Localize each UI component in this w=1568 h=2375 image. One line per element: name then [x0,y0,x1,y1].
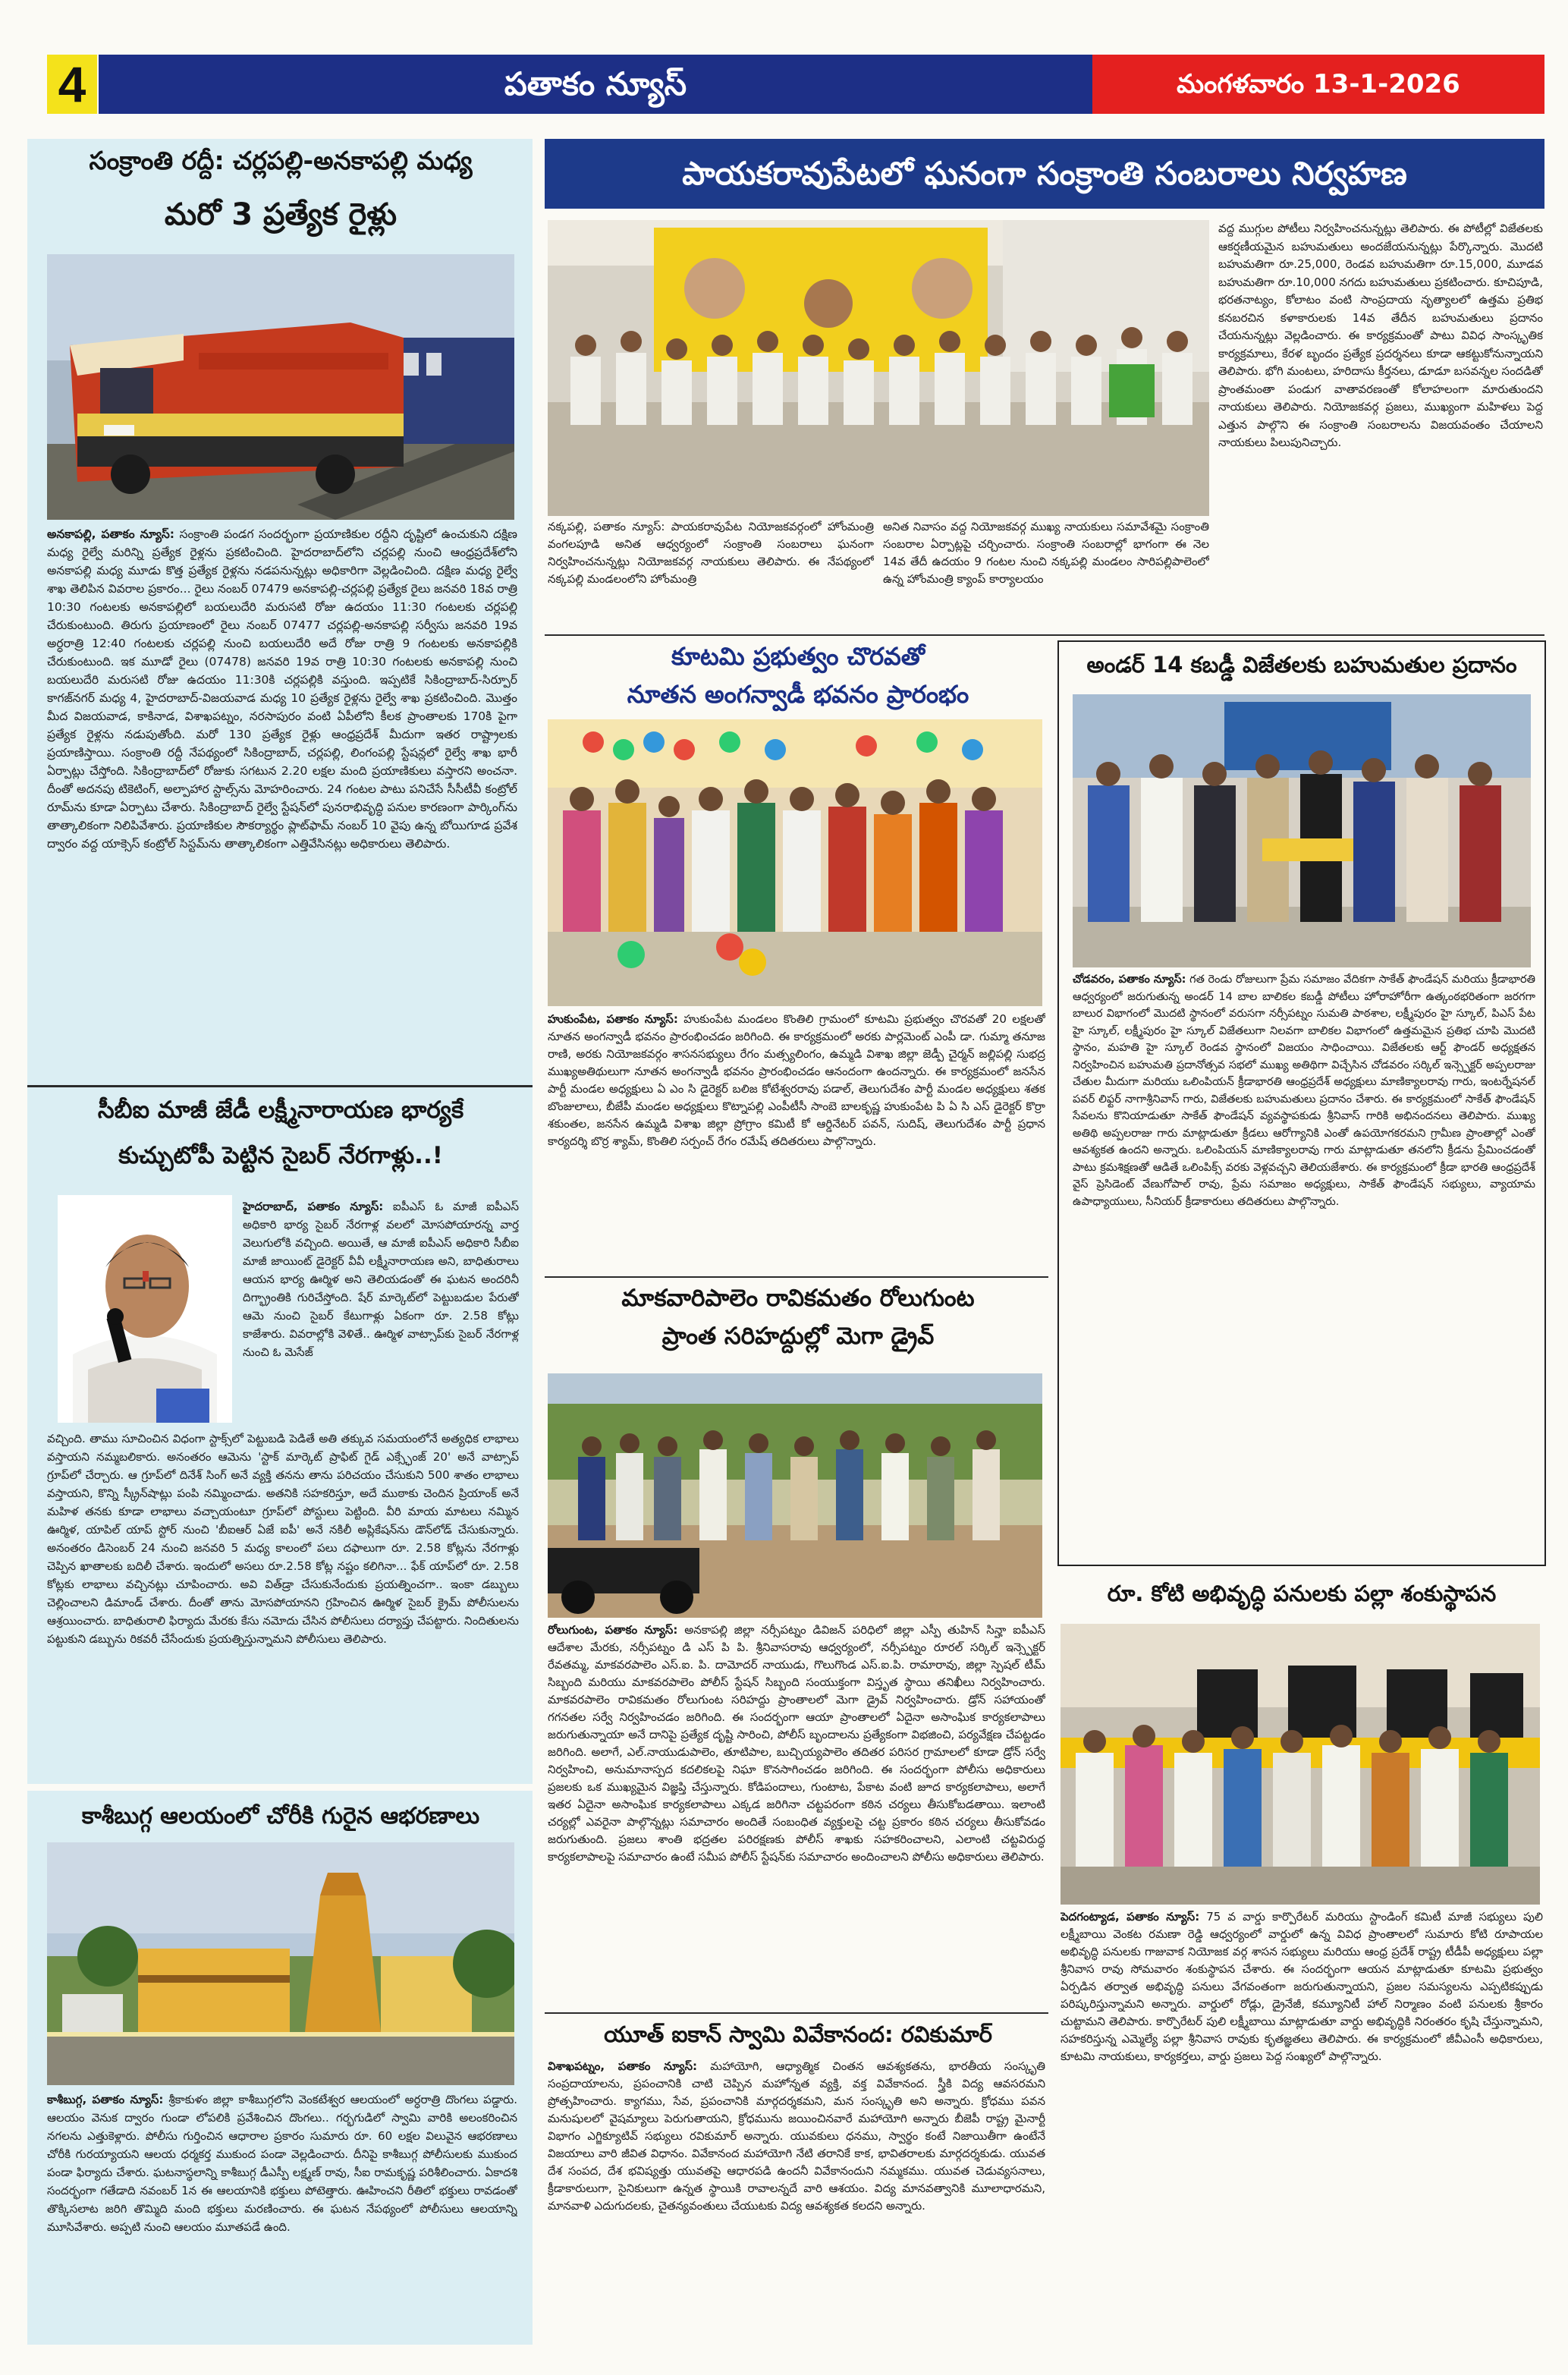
youth-dateline: విశాఖపట్నం, పతాకం న్యూస్: [548,2059,698,2073]
temple-headline: కాశీబుగ్గ ఆలయంలో చోరీకి గురైన ఆభరణాలు [81,1803,480,1829]
youth-headline: యూత్ ఐకాన్ స్వామి వివేకానంద: రవికుమార్ [604,2021,992,2047]
sankranti-divider [545,634,1544,636]
cyber-body-full: వచ్చింది. తాము సూచించిన విధంగా స్టాక్స్‌లో పెట్టుబడి పెడితే అతి తక్కువ సమయంలోనే అత్యధిక లాభాలు వస్తాయని నమ్మబలికారు. అనంతరం ఆమెను 'స్టాక్ మార్కెట్ ప్రాఫిట్ గైడ్ ఎక్స్ఛేంజ్ 20' అనే వాట్సాప్ గ్రూప్‌లో చేర్చారు. ఆ గ్రూప్‌లో దినేశ్ సింగ్ అనే వ్యక్తి తనను తాను పరిచయం చేసుకుని 500 శాతం లాభాలు వస్తాయని, కొన్ని స్క్రీన్‌షాట్లు పంపి నమ్మించాడు. అతనికి సహకరిస్తూ, అదే ముఠాకు చెందిన ప్రియాంక్ అనే మహిళ తనకు కూడా లాభాలు వచ్చాయంటూ గ్రూప్‌లో పోస్టులు పెట్టింది. వీరి మాయ మాటలు నమ్మిన ఊర్మిళ, యాపిల్ యాప్ స్టోర్ నుంచి 'బీఐఆర్ ఏజే ఐపీ' అనే నకిలీ అప్లికేషన్‌ను డౌన్‌లోడ్ చేసుకున్నారు. అనంతరం డిసెంబర్ 24 నుంచి జనవరి 5 మధ్య కాలంలో పలు దఫాలుగా రూ. 2.58 కోట్లను నేరగాళ్లు చెప్పిన ఖాతాలకు బదిలీ చేశారు. ఇందులో అసలు రూ.2.58 కోట్ల నష్టం కలిగినా... ఫేక్ యాప్‌లో రూ. 2.58 కోట్లకు లాభాలు వచ్చినట్లు చూపించారు. అవి విత్‌డ్రా చేసుకునేందుకు ప్రయత్నించగా.. ఇంకా డబ్బులు చెల్లించాలని డిమాండ్ చేశారు. దీంతో తాను మోసపోయానని గ్రహించిన ఊర్మిళ సైబర్ క్రైమ్ పోలీసులను ఆశ్రయించారు. బాధితురాలి ఫిర్యాదు మేరకు కేసు నమోదు చేసిన పోలీసులు దర్యాప్తు చేపట్టారు. నిందితులను పట్టుకుని డబ్బును రికవరీ చేసేందుకు ప్రయత్నిస్తున్నామని పోలీసులు తెలిపారు. [47,1432,519,1646]
temple-dateline: కాశీబుగ్గ, పతాకం న్యూస్: [47,2093,164,2106]
kabaddi-dateline: చోడవరం, పతాకం న్యూస్: [1073,974,1186,986]
kabaddi-headline: అండర్ 14 కబడ్డీ విజేతలకు బహుమతుల ప్రదానం [1086,652,1517,678]
crore-photo [1061,1624,1540,1905]
cyber-body-right [243,1197,519,1425]
page-number: 4 [47,55,97,114]
sankranti-col3: వద్ద ముగ్గుల పోటీలు నిర్వహించనున్నట్లు తెలిపారు. ఈ పోటీల్లో విజేతలకు ఆకర్షణీయమైన బహుమతులు అందజేయనున్నట్లు పేర్కొన్నారు. మొదటి బహుమతిగా రూ.25,000, రెండవ బహుమతిగా రూ.15,000, మూడవ బహుమతిగా రూ.10,000 నగదు బహుమతులు ప్రకటించారు. కూచిపూడి, భరతనాట్యం, కోలాటం వంటి సాంప్రదాయ నృత్యాలలో ఉత్తమ ప్రతిభ కనబరచిన కళాకారులకు 14వ తేదీన బహుమతులు ప్రదానం చేయనున్నట్లు వెల్లడించారు. ఈ కార్యక్రమంతో పాటు వివిధ సాంస్కృతిక కార్యక్రమాలు, కేరళ బృందం ప్రత్యేక ప్రదర్శనలు కూడా ఆకట్టుకోనున్నాయని తెలిపారు. భోగి మంటలు, హరిదాసు కీర్తనలు, డూడూ బసవన్నల సందడితో ప్రాంతమంతా పండుగ వాతావరణంతో కోలాహలంగా మారుతుందని నాయకులు తెలిపారు. నియోజకవర్గ ప్రజలు, ముఖ్యంగా మహిళలు పెద్ద ఎత్తున పాల్గొని ఈ సంక్రాంతి సంబరాలను విజయవంతం చేయాలని నాయకులు పిలుపునిచ్చారు. [1218,222,1543,449]
sankranti-caption-left: నక్కపల్లి, పతాకం న్యూస్: పాయకరావుపేట నియోజకవర్గంలో హోంమంత్రి వంగలపూడి అనిత ఆధ్వర్యంలో సంక్రాంతి సంబరాలు ఘనంగా నిర్వహించనున్నట్లు నియోజకవర్గ నాయకులు తెలిపారు. ఈ నేపథ్యంలో నక్కపల్లి మండలంలోని హోంమంత్రి [548,520,874,586]
trains-dateline: అనకాపల్లి, పతాకం న్యూస్: [47,527,174,541]
sankranti-caption-right: అనిత నివాసం వద్ద నియోజకవర్గ ముఖ్య నాయకులు సమావేశమై సంక్రాంతి సంబరాల ఏర్పాట్లపై చర్చించారు. సంక్రాంతి సంబరాల్లో భాగంగా ఈ నెల 14వ తేదీ ఉదయం 9 గంటల నుంచి నక్కపల్లి మండలం సారిపల్లిపాలెంలో ఉన్న హోంమంత్రి క్యాంప్ కార్యాలయం [883,520,1209,586]
youth-body [548,2058,1045,2348]
lakshminarayana-photo [58,1195,232,1423]
anganwadi-photo [548,719,1042,1006]
crore-dateline: పెదగంట్యాడ, పతాకం న్యూస్: [1061,1910,1200,1924]
crore-body [1061,1908,1543,2347]
cyber-headline-line1: సీబీఐ మాజీ జేడీ లక్ష్మీనారాయణ భార్యకే [97,1096,464,1124]
kabaddi-body-text: గత రెండు రోజులుగా ప్రేమ సమాజం వేదికగా సాకేత్ ఫౌండేషన్ మరియు క్రీడాభారతి ఆధ్వర్యంలో జరుగుతున్న అండర్ 14 బాల బాలికల కబడ్డీ పోటీలు హోరాహోరీగా ఉత్కంఠభరితంగా జరగగా బాలుర విభాగంలో మొదటి స్థానంలో వరుసగా నర్సీపట్నం సుమతి పాఠశాల, లక్ష్మీపురం హై స్కూల్, పిఎస్ పేట హై స్కూల్, లక్ష్మీపురం హై స్కూల్ విజేతలుగా నిలవగా బాలికల విభాగంలో ఉత్తమమైన ప్రతిభ చూపి మొదటి స్థానం, మహతి హై స్కూల్ రెండవ స్థానంలో విజయం సాధించాయి. విజేతలకు ఆర్ట్ ఫౌండర్ అధ్యక్షతన నిర్వహించిన బహుమతి ప్రదానోత్సవ సభలో ముఖ్య అతిథిగా విచ్చేసిన చోడవరం సర్కిల్ ఇన్స్పెక్టర్ అప్పలరాజు చేతుల మీదుగా మరియు ఒలింపియన్ క్రీడాభారతి ఆంధ్రప్రదేశ్ అధ్యక్షులు మాణిక్యాలరావు గారు, ఇంటర్నేషనల్ పవర్ లిఫ్టర్ నాగాశ్రీనివాస్ గారు, విజేతలకు బహుమతులు ప్రదానం చేశారు. ఈ కార్యక్రమంలో సాకేత్ ఫౌండేషన్ సేవలను కొనియాడుతూ సాకేత్ ఫౌండేషన్ వ్యవస్థాపకుడు శ్రీనివాస్ గారికి అభినందనలు తెలిపారు. ముఖ్య అతిథి అప్పలరాజు గారు మాట్లాడుతూ క్రీడలు ఆరోగ్యానికి ఎంతో ఉపయోగకరమని గ్రామీణ ప్రాంతాల్లో ఎంతో ఆవశ్యకత ఉందని అన్నారు. ఒలింపియన్ మాణిక్యాలరావు గారు మాట్లాడుతూ తనలోని క్రీడను ప్రేమించడంతో పాటు క్రమశిక్షణతో ఆడితే ఒలింపిక్స్ వరకు వెళ్లవచ్చని తెలియజేశారు. ఈ కార్యక్రమంలో క్రీడా భారతి ఆంధ్రప్రదేశ్ వైస్ ప్రెసిడెంట్ వేణుగోపాల్ రావు, ప్రేమ సమాజం అధ్యక్షులు, సాకేత్ ఫౌండేషన్ సభ్యులు, వ్యాయామ ఉపాధ్యాయులు, సీనియర్ క్రీడాకారులు తదితరులు పాల్గొన్నారు. [1073,974,1535,1208]
trains-body [47,525,517,1077]
cyber-body-right-text: ఐపీఎస్ ఓ మాజీ ఐపీఎస్ అధికారి భార్య సైబర్ నేరగాళ్ల వలలో మోసపోయారన్న వార్త వెలుగులోకి వచ్చింది. అయితే, ఆ మాజీ ఐపీఎస్ అధికారి సీబీఐ మాజీ జాయింట్ డైరెక్టర్ వీవీ లక్ష్మీనారాయణ అని, బాధితురాలు ఆయన భార్య ఊర్మిళ అని తెలియడంతో ఈ ఘటన అందరినీ దిగ్భ్రాంతికి గురిచేస్తోంది. షేర్ మార్కెట్‌లో పెట్టుబడుల పేరుతో ఆమె నుంచి సైబర్ కేటుగాళ్లు ఏకంగా రూ. 2.58 కోట్లు కాజేశారు. వివరాల్లోకి వెళితే.. ఊర్మిళ వాట్సాప్‌కు సైబర్ నేరగాళ్ల నుంచి ఓ మెసేజ్ [243,1200,519,1359]
trains-cyber-divider [27,1085,533,1087]
youth-body-text: మహాయోగి, ఆధ్యాత్మిక చింతన ఆవశ్యకతను, భారతీయ సంస్కృతి సంప్రదాయాలను, ప్రపంచానికి చాటి చెప్పిన మహోన్నత వ్యక్తి, వక్త వివేకానంద. స్త్రీకి విద్య ఆవసరమని ప్రోత్సహించారు. క్యాగము, సేవ, ప్రపంచానికి మార్గదర్శకమని, మన సంస్కృతి అని అన్నారు. క్రోధము పవన మనుషులలో వైషమ్యాలు పెరుగుతాయని, క్రోధమును జయించినవారే మహాయోగి అన్నారు బీజెపీ రాష్ట్ర మైనార్టీ విభాగం ఎగ్జిక్యూటివ్ సభ్యులు రవికుమార్ అన్నారు. యువకులు ధనము, స్వార్థం కంటే నిజాయితీగా ఉంటేనే విజయాలు వారి జీవిత విధానం. వివేకానంద మహాయోగి నేటి తరానికే కాక, భావితరాలకు మార్గదర్శకుడు. యువత దేశ సంపద, దేశ భవిష్యత్తు యువతపై ఆధారపడి ఉందనీ వివేకానందుని నమ్మకము. యువత చెడువ్యసనాలు, క్రీడాకారులుగా, సైనికులుగా ఉన్నత స్థాయికి రావాలన్నదే వారి ఆశయం. విద్య మానవత్వానికి మూలాధారమని, మానవాళి ఎదుగుదలకు, చైతన్యవంతులు చేయుటకు విద్య ఆవశ్యకత కలదని అన్నారు. [548,2059,1045,2213]
cyber-headline-line2: కుచ్చుటోపీ పెట్టిన సైబర్ నేరగాళ్లు..! [118,1142,443,1169]
cyber-dateline: హైదరాబాద్, పతాకం న్యూస్: [243,1200,384,1213]
paper-name: పతాకం న్యూస్ [504,65,687,102]
issue-date: మంగళవారం 13-1-2026 [1092,55,1544,114]
temple-body [47,2090,517,2341]
sankranti-meeting-photo [548,220,1209,516]
trains-headline-line1: సంక్రాంతి రద్దీ: చర్లపల్లి-అనకాపల్లి మధ్య [89,146,473,175]
drive-headline-line1: మాకవారిపాలెం రావికమతం రోలుగుంట [621,1285,975,1312]
anganwadi-body [548,1011,1045,1273]
masthead-bar [99,55,1092,114]
drive-headline-line2: ప్రాంత సరిహద్దుల్లో మెగా డ్రైవ్ [661,1323,935,1350]
kabaddi-body [1073,971,1535,1562]
drive-body-text: అనకాపల్లి జిల్లా నర్సీపట్నం డివిజన్ పరిధిలో జిల్లా ఎస్పీ తుహిన్ సిన్హా ఐపీఎస్ ఆదేశాల మేరకు, నర్సీపట్నం డి ఎస్ పి పి. శ్రీనివాసరావు ఆధ్వర్యంలో, నర్సీపట్నం రూరల్ సర్కిల్ ఇన్స్పెక్టర్ రేవతమ్మ, మాకవరపాలెం ఎస్.ఐ. పి. దామోదర్ నాయుడు, గొలుగొండ ఎస్.ఐ.పి. రామారావు, జిల్లా స్పెషల్ టీమ్ సిబ్బంది మరియు మాకవరపాలెం పోలీస్ స్టేషన్ సిబ్బంది సంయుక్తంగా విస్తృత స్థాయి తనిఖీలు నిర్వహించారు. మాకవరపాలెం రావికమతం రోలుగుంట సరిహద్దు ప్రాంతాలలో మెగా డ్రైవ్ నిర్వహించారు. డ్రోన్ సహాయంతో గగనతల సర్వే నిర్వహించడం జరిగింది. ఈ సందర్భంగా ఆయా ప్రాంతాలలో ఏదైనా అసాంఘిక కార్యకలాపాలు జరుగుతున్నాయా అనే దానిపై ప్రత్యేక దృష్టి సారించి, పోలీస్ బృందాలను ప్రత్యేకంగా విభజించి, పర్యవేక్షణ చేపట్టడం జరిగింది. అలాగే, ఎల్.నాయుడుపాలెం, తూటిపాల, బుచ్చియ్యపాలెం తదితర పరిసర గ్రామాలలో కూడా డ్రోన్ సర్వే నిర్వహించి, అనుమానాస్పద కదలికలపై నిఘా కొనసాగించడం జరిగింది. ఈ సందర్భంగా పోలీసు అధికారులు ప్రజలకు ఒక ముఖ్యమైన విజ్ఞప్తి చేస్తున్నారు. కోడిపందాలు, గుంటాట, పేకాట వంటి జూద కార్యకలాపాలు, అలాగే ఇతర ఏదైనా అసాంఘిక కార్యకలాపాలు ఎక్కడ జరిగినా చట్టపరంగా కఠిన చర్యలు తీసుకోబడతాయి. ఇలాంటి చర్యల్లో ఎవరైనా పాల్గొన్నట్లు సమాచారం అందితే సంబంధిత వ్యక్తులపై చట్ట ప్రకారం కఠిన చర్యలు తీసుకోవడం జరుగుతుంది. ప్రజలు శాంతి భద్రతల పరిరక్షణకు పోలీస్ శాఖకు సహకరించాలని, ఎలాంటి చట్టవిరుద్ధ కార్యకలాపాలపై సమాచారం ఉంటే సమీప పోలీస్ స్టేషన్‌కు సమాచారం అందించాలని పోలీసు అధికారులు తెలిపారు. [548,1623,1045,1864]
anganwadi-divider [545,1276,1048,1278]
train-photo [47,254,514,520]
trains-body-text: సంక్రాంతి పండగ సందర్భంగా ప్రయాణికుల రద్దీని దృష్టిలో ఉంచుకుని దక్షిణ మధ్య రైల్వే మరిన్ని ప్రత్యేక రైళ్లను ప్రకటించింది. హైదరాబాద్‌లోని చర్లపల్లి నుంచి ఆంధ్రప్రదేశ్‌లోని అనకాపల్లి మధ్య మూడు కొత్త ప్రత్యేక రైళ్లను నడపనున్నట్లు అధికారిగా వెల్లడించింది. దక్షిణ మధ్య రైల్వే శాఖ తెలిపిన వివరాల ప్రకారం... రైలు నంబర్ 07479 అనకాపల్లి-చర్లపల్లి ప్రత్యేక రైలు జనవరి 18వ రాత్రి 10:30 గంటలకు అనకాపల్లిలో బయలుదేరి మరుసటి రోజు ఉదయం 11:30 గంటలకు చర్లపల్లి చేరుకుంటుంది. తిరుగు ప్రయాణంలో రైలు నంబర్ 07477 చర్లపల్లి-అనకాపల్లి సర్వీసు జనవరి 19వ అర్ధరాత్రి 12:40 గంటలకు చర్లపల్లి నుంచి బయలుదేరి అదే రోజు రాత్రి 9 గంటలకు అనకాపల్లికి చేరుకుంటుంది. ఇక మూడో రైలు (07478) జనవరి 19వ రాత్రి 10:30 గంటలకు అనకాపల్లి నుంచి బయలుదేరి మరుసటి రోజు ఉదయం 11:30కి చర్లపల్లికి వస్తుంది. ఇప్పటికే సికింద్రాబాద్-సిర్పూర్ కాగజ్‌నగర్ మధ్య 4, హైదరాబాద్-విజయవాడ మధ్య 10 ప్రత్యేక రైళ్లను రైల్వే శాఖ ప్రకటించింది. మొత్తం మీద విజయవాడ, కాకినాడ, విశాఖపట్నం, నరసాపురం వంటి ఏపీలోని కీలక ప్రాంతాలకు 170కి పైగా ప్రత్యేక రైళ్లను నడుపుతోంది. మరో 130 ప్రత్యేక రైళ్లు ఆంధ్రప్రదేశ్ మీదుగా ఇతర రాష్ట్రాలకు ప్రయాణిస్తాయి. సంక్రాంతి రద్దీ నేపథ్యంలో సికింద్రాబాద్, చర్లపల్లి, లింగంపల్లి స్టేషన్లలో రైల్వే శాఖ భారీ ఏర్పాట్లు చేస్తోంది. సికింద్రాబాద్‌లో రోజుకు సగటున 2.20 లక్షల మంది ప్రయాణికులు వస్తారని అంచనా. దీంతో అదనపు టికెటింగ్, అల్పాహార స్టాల్స్‌ను మోహరించారు. 24 గంటల పాటు పనిచేసే సీసీటీవీ కంట్రోల్ రూమ్‌ను కూడా ఏర్పాటు చేశారు. సికింద్రాబాద్ రైల్వే స్టేషన్‌లో పునరాభివృద్ధి పనుల కారణంగా పార్కింగ్‌ను తాత్కాలికంగా నిలిపివేశారు. ప్రయాణికుల సౌకర్యార్థం ప్లాట్‌ఫామ్ నంబర్ 10 వైపు ఉన్న బోయిగూడ ప్రవేశ ద్వారం వద్ద యాక్సెస్ కంట్రోల్ సిస్టమ్‌ను తాత్కాలికంగా ఎత్తివేసినట్లు అధికారులు తెలిపారు. [47,527,517,851]
drive-divider [545,2012,1048,2014]
drive-body [548,1622,1045,2010]
temple-body-text: శ్రీకాకుళం జిల్లా కాశీబుగ్గలోని వెంకటేశ్వర ఆలయంలో అర్ధరాత్రి దొంగలు పడ్డారు. ఆలయం వెనుక ద్వారం గుండా లోపలికి ప్రవేశించిన దొంగలు.. గర్భగుడిలో స్వామి వారికి అలంకరించిన నగలను ఎత్తుకెళ్లారు. పోలీసు గుర్తించిన ఆధారాల ప్రకారం సుమారు రూ. 60 లక్షల విలువైన ఆభరణాలు చోరీకి గురయ్యాయని ఆలయ ధర్మకర్త ముకుంద పండా వెల్లడించారు. దీనిపై కాశీబుగ్గ పోలీసులకు ముకుంద పండా ఫిర్యాదు చేశారు. ఘటనాస్థలాన్ని కాశీబుగ్గ డీఎస్పీ లక్ష్మణ్ రావు, సీఐ రామకృష్ణ పరిశీలించారు. ఏకాదశి సందర్భంగా గతేడాది నవంబర్ 1న ఈ ఆలయానికి భక్తులు పోటెత్తారు. ఊహించని రీతిలో భక్తులు రావడంతో తొక్కిసలాట జరిగి తొమ్మిది మంది భక్తులు మరణించారు. ఈ ఘటన నేపథ్యంలో పోలీసులు ఆలయాన్ని మూసివేశారు. అప్పటి నుంచి ఆలయం మూతపడే ఉంది. [47,2093,517,2234]
crore-headline: రూ. కోటి అభివృద్ధి పనులకు పల్లా శంకుస్థాపన [1107,1581,1497,1606]
anganwadi-headline-line1: కూటమి ప్రభుత్వం చొరవతో [671,642,925,671]
trains-headline-line2: మరో 3 ప్రత్యేక రైళ్లు [164,197,397,232]
drive-dateline: రోలుగుంట, పతాకం న్యూస్: [548,1623,678,1637]
anganwadi-dateline: హుకుంపేట, పతాకం న్యూస్: [548,1012,678,1026]
temple-photo [47,1842,514,2085]
kabaddi-photo [1073,694,1531,967]
banner-headline: పాయకరావుపేటలో ఘనంగా సంక్రాంతి సంబరాలు నిర్వహణ [545,139,1544,209]
drive-photo [548,1373,1042,1618]
anganwadi-body-text: హుకుంపేట మండలం కొంతిలి గ్రామంలో కూటమి ప్రభుత్వం చొరవతో 20 లక్షలతో నూతన అంగన్వాడీ భవనం ప్రారంభించడం జరిగింది. ఈ కార్యక్రమంలో అరకు పార్లమెంట్ ఎంపీ డా. గుమ్మా తనూజ రాణి, అరకు నియోజకవర్గం శాసనసభ్యులు రేగం మత్స్యలింగం, ఉమ్మడి విశాఖ జిల్లా జెడ్పీ చైర్మన్ జల్లిపల్లి సుభద్ర ముఖ్యఅతిథులుగా నూతన అంగన్వాడీ భవనం ప్రారంభించడం ఆనందంగా ఉందన్నారు. ఈ కార్యక్రమంలో జనసేన పార్టీ మండల అధ్యక్షులు ఏ ఎం సి డైరెక్టర్ బలిజ కోటేశ్వరరావు పడాల్, తెలుగుదేశం పార్టీ మండల అధ్యక్షులు శతక బొంజులాలు, బీజేపీ మండల అధ్యక్షులు కొట్నాపల్లి ఎంపీటీసీ సాంబె బాలకృష్ణ హుకుంపేట పి ఏ సి ఎస్ డైరెక్టర్ కొర్రా శకుంతల, జనసేన ఉమ్మడి విశాఖ జిల్లా ప్రోగ్రాం కమిటీ కో ఆర్డినేటర్ పవన్, సుదిష్, తెలుగుదేశం పార్టీ ప్రధాన కార్యదర్శి బొర్ర శ్యామ్, కొంతిలి సర్పంచ్ రేగం రమేష్ తదితరులు పాల్గొన్నారు. [548,1012,1045,1148]
anganwadi-headline-line2: నూతన అంగన్వాడీ భవనం ప్రారంభం [627,680,969,709]
crore-body-text: 75 వ వార్డు కార్పొరేటర్ మరియు స్టాండింగ్ కమిటీ మాజీ సభ్యులు పులి లక్ష్మీబాయి వెంకట రమణా రెడ్డి ఆధ్వర్యంలో వార్డులో ఉన్న వివిధ ప్రాంతాలలో సుమారు కోటి రూపాయల అభివృద్ధి పనులకు గాజువాక నియోజక వర్గ శాసన సభ్యులు మరియు ఆంధ్ర ప్రదేశ్ రాష్ట్ర టీడీపీ అధ్యక్షులు పల్లా శ్రీనివాస రావు సోమవారం శంకుస్థాపన చేశారు. ఈ సందర్భంగా ఆయన మాట్లాడుతూ కూటమి ప్రభుత్వం ఏర్పడిన తర్వాత అభివృద్ధి పనులు వేగవంతంగా జరుగుతున్నాయని, ప్రజల సమస్యలను ఎప్పటికప్పుడు పరిష్కరిస్తున్నామని అన్నారు. వార్డులో రోడ్లు, డ్రైనేజీ, కమ్యూనిటీ హాల్ నిర్మాణం వంటి పనులకు శ్రీకారం చుట్టామని తెలిపారు. కార్పొరేటర్ పులి లక్ష్మీబాయి మాట్లాడుతూ వార్డు అభివృద్ధికి నిరంతరం కృషి చేస్తున్నామని, సహకరిస్తున్న ఎమ్మెల్యే పల్లా శ్రీనివాస రావుకు కృతజ్ఞతలు తెలిపారు. ఈ కార్యక్రమంలో జీవీఎంసీ అధికారులు, కూటమి నాయకులు, కార్యకర్తలు, వార్డు ప్రజలు పెద్ద సంఖ్యలో పాల్గొన్నారు. [1061,1910,1543,2063]
